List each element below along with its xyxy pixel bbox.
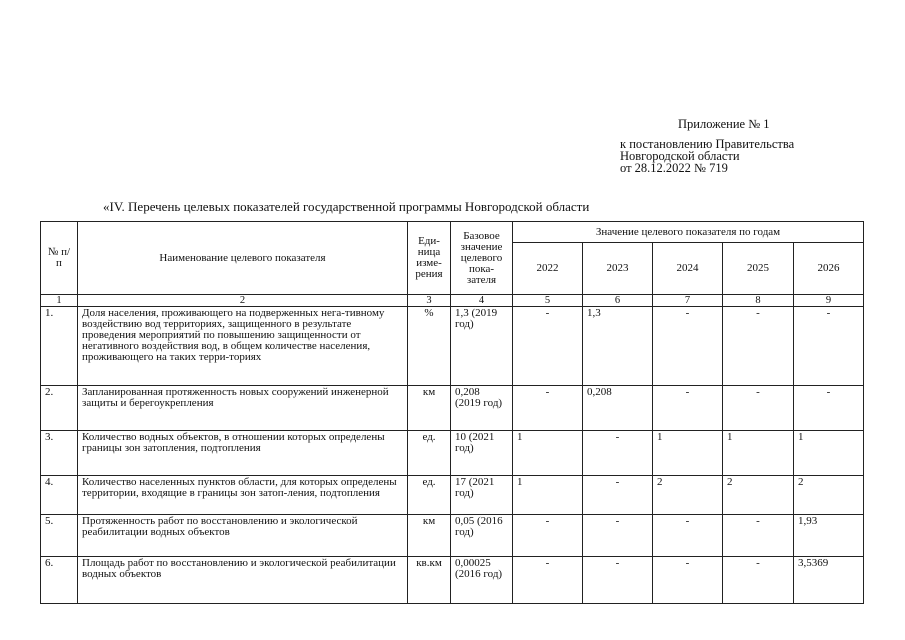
year-value: 1 — [723, 431, 794, 476]
indicator-unit: км — [408, 386, 451, 431]
year-value: 1,3 — [583, 307, 653, 386]
appendix-line: Новгородской области — [620, 149, 740, 163]
year-value: - — [513, 307, 583, 386]
header-year-2026: 2026 — [794, 243, 864, 295]
table-body — [41, 307, 864, 604]
header-name: Наименование целевого показателя — [78, 222, 408, 295]
row-number: 4. — [41, 476, 78, 515]
year-value: - — [583, 431, 653, 476]
column-number: 5 — [513, 295, 583, 307]
appendix-block — [620, 118, 794, 174]
year-value: 3,5369 — [794, 557, 864, 604]
year-value: - — [513, 515, 583, 557]
row-number: 1. — [41, 307, 78, 386]
year-value: 1 — [513, 431, 583, 476]
header-year-2025: 2025 — [723, 243, 794, 295]
indicator-base-value: 10 (2021 год) — [451, 431, 513, 476]
year-value: - — [583, 557, 653, 604]
indicators-table — [40, 221, 864, 604]
indicator-unit: км — [408, 515, 451, 557]
column-number: 2 — [78, 295, 408, 307]
header-year-2022: 2022 — [513, 243, 583, 295]
year-value: 2 — [653, 476, 723, 515]
year-value: - — [653, 515, 723, 557]
indicator-name: Протяженность работ по восстановлению и экологической реабилитации водных объектов — [78, 515, 408, 557]
indicator-name: Площадь работ по восстановлению и экологической реабилитации водных объектов — [78, 557, 408, 604]
indicator-name: Количество населенных пунктов области, для которых определены территории, входящие в границы зон затоп-ления, подтопления — [78, 476, 408, 515]
header-base: Базовое значение целевого пока-зателя — [451, 222, 513, 295]
year-value: - — [794, 386, 864, 431]
indicator-name: Количество водных объектов, в отношении которых определены границы зон затопления, подтопления — [78, 431, 408, 476]
table-row — [41, 557, 864, 604]
year-value: 1,93 — [794, 515, 864, 557]
year-value: - — [723, 307, 794, 386]
appendix-line: к постановлению Правительства — [620, 137, 795, 151]
row-number: 2. — [41, 386, 78, 431]
year-value: - — [653, 307, 723, 386]
row-number: 3. — [41, 431, 78, 476]
appendix-line: от 28.12.2022 № 719 — [620, 161, 728, 175]
table-row — [41, 386, 864, 431]
year-value: - — [583, 515, 653, 557]
indicator-base-value: 1,3 (2019 год) — [451, 307, 513, 386]
year-value: - — [513, 557, 583, 604]
year-value: 2 — [723, 476, 794, 515]
indicator-unit: ед. — [408, 431, 451, 476]
column-number: 7 — [653, 295, 723, 307]
year-value: - — [723, 386, 794, 431]
row-number: 5. — [41, 515, 78, 557]
indicator-unit: кв.км — [408, 557, 451, 604]
year-value: - — [653, 386, 723, 431]
row-number: 6. — [41, 557, 78, 604]
year-value: 2 — [794, 476, 864, 515]
header-years-group: Значение целевого показателя по годам — [513, 222, 864, 243]
column-number: 3 — [408, 295, 451, 307]
year-value: - — [723, 515, 794, 557]
indicator-base-value: 0,05 (2016 год) — [451, 515, 513, 557]
year-value: 0,208 — [583, 386, 653, 431]
table-row — [41, 431, 864, 476]
indicator-base-value: 0,00025 (2016 год) — [451, 557, 513, 604]
header-year-2023: 2023 — [583, 243, 653, 295]
header-year-2024: 2024 — [653, 243, 723, 295]
year-value: - — [653, 557, 723, 604]
column-number: 6 — [583, 295, 653, 307]
indicator-unit: ед. — [408, 476, 451, 515]
column-number: 8 — [723, 295, 794, 307]
year-value: - — [723, 557, 794, 604]
indicator-name: Запланированная протяженность новых сооружений инженерной защиты и берегоукрепления — [78, 386, 408, 431]
year-value: 1 — [794, 431, 864, 476]
year-value: - — [794, 307, 864, 386]
column-number: 1 — [41, 295, 78, 307]
indicator-name: Доля населения, проживающего на подверженных нега-тивному воздействию вод территориях, защищенного в результате проведения мероприятий по повышению защищенности от негативного воздействия вод, в общем количестве населения, проживающего на таких терри-ториях — [78, 307, 408, 386]
table-row — [41, 515, 864, 557]
table-row — [41, 307, 864, 386]
section-heading: «IV. Перечень целевых показателей государственной программы Новгородской области — [103, 199, 590, 214]
year-value: 1 — [513, 476, 583, 515]
header-unit: Еди-ница изме-рения — [408, 222, 451, 295]
appendix-title: Приложение № 1 — [678, 117, 770, 131]
indicator-unit: % — [408, 307, 451, 386]
column-number: 9 — [794, 295, 864, 307]
table-row — [41, 476, 864, 515]
year-value: 1 — [653, 431, 723, 476]
column-number: 4 — [451, 295, 513, 307]
column-number-row — [41, 295, 864, 307]
header-no: № п/п — [41, 222, 78, 295]
year-value: - — [513, 386, 583, 431]
indicator-base-value: 0,208 (2019 год) — [451, 386, 513, 431]
year-value: - — [583, 476, 653, 515]
indicator-base-value: 17 (2021 год) — [451, 476, 513, 515]
